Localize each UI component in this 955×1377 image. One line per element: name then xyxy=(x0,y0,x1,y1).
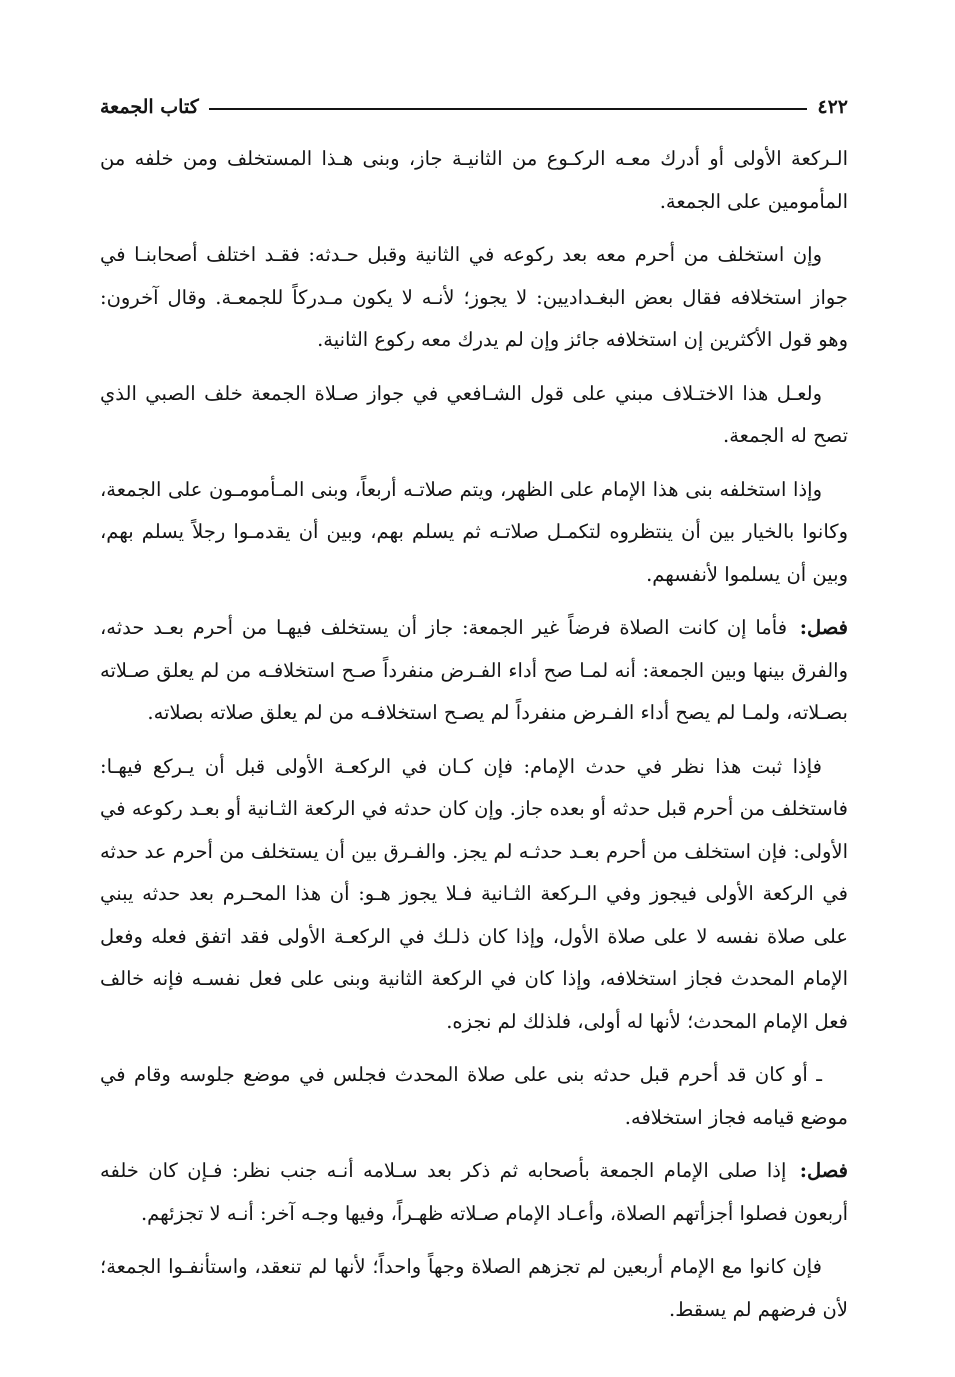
paragraph-text: فإن كانوا مع الإمام أربعين لم تجزهم الصلاة وجهاً واحداً؛ لأنها لم تنعقد، واستأنفـوا الجمعة؛ لأن فرضهم لم يسقط. xyxy=(100,1255,848,1321)
paragraph-text: إذا صلى الإمام الجمعة بأصحابه ثم ذكر بعد سـلامه أنـه جنب نظر: فـإن كان خلفه أربعون فصلوا أجزأتهم الصلاة، وأعـاد الإمام صـلاته ظهـراً، وفيها وجـه آخر: أنـه لا تجزئهم. xyxy=(100,1159,848,1225)
chapter-title: كتاب الجمعة xyxy=(100,96,199,118)
paragraph-text: وإن استخلف من أحرم معه بعد ركوعه في الثانية وقبل حـدثه: فقـد اختلف أصحابنـا في جواز استخلافه فقال بعض البغـداديين: لا يجوز؛ لأنـه لا يكون مـدركاً للجمعـة. وقال آخرون: وهو قول الأكثرين إن استخلافه جائز وإن لم يدرك معه ركوع الثانية. xyxy=(100,243,848,351)
section-paragraph xyxy=(100,607,848,735)
header-rule xyxy=(209,108,808,110)
page-number: ٤٢٢ xyxy=(817,96,848,118)
paragraph xyxy=(100,1246,848,1331)
section-label: فصل: xyxy=(799,1159,848,1182)
paragraph xyxy=(100,373,848,458)
paragraph-text: الـركعة الأولى أو أدرك معـه الركـوع من الثانيـة جاز، وبنى هـذا المستخلف ومن خلفه من المأمومين على الجمعة. xyxy=(100,147,848,213)
paragraph xyxy=(100,746,848,1044)
running-header xyxy=(100,88,848,118)
paragraph-text: ولعـل هذا الاختـلاف مبني على قول الشـافعي في جواز صـلاة الجمعة خلف الصبي الذي تصح له الجمعة. xyxy=(100,381,848,447)
paragraph-text: وإذا استخلفه بنى هذا الإمام على الظهر، ويتم صلاتـه أربعاً، وبنى المـأمومـون على الجمعة، وكانوا بالخيار بين أن ينتظروه لتكمـل صلاتـه ثم يسلم بهم، وبين أن يقدمـوا رجلاً يسلم بهم، وبين أن يسلموا لأنفسهم. xyxy=(100,477,848,586)
paragraph xyxy=(100,138,848,223)
paragraph-text: فإذا ثبت هذا نظر في حدث الإمام: فإن كـان في الركعـة الأولى قبل أن يـركع فيهـا: فاستخلف من أحرم قبل حدثه أو بعده جاز. وإن كان حدثه في الركعة الثـانية أو بعـد ركوعه في الأولى: فإن استخلف من أحرم بعـد حدثـه لم يجز. والفـرق بين أن يستخلف من أحرم عد حدثه في الركعة الأولى فيجوز وفي الـركعة الثـانية فـلا يجوز هـو: أن هذا المحـرم بعد حدثه يبني على صلاة نفسه لا على صلاة الأول، وإذا كان ذلـك في الركعـة الأولى فقد اتفق فعله وفعل الإمام المحدث فجاز استخلافه، وإذا كان في الركعة الثانية وبنى على فعل نفسـه فإنه خالف فعل الإمام المحدث؛ لأنها له أولى، فلذلك لم نجزه. xyxy=(100,754,848,1033)
body-text xyxy=(100,138,848,1342)
paragraph xyxy=(100,1054,848,1139)
section-label: فصل: xyxy=(799,616,848,639)
paragraph xyxy=(100,469,848,597)
paragraph xyxy=(100,234,848,362)
section-paragraph xyxy=(100,1150,848,1235)
paragraph-text: فأما إن كانت الصلاة فرضاً غير الجمعة: جاز أن يستخلف فيهـا من أحرم بعـد حدثه، والفرق بينها وبين الجمعة: أنه لمـا صح أداء الفـرض منفرداً صـح استخلافـه من لم يعلق صـلاته بصـلاته، ولمـا لم يصح أداء الفـرض منفرداً لم يصـح استخلافـه من لم يعلق صلاته بصلاته. xyxy=(100,616,848,724)
paragraph-text: ـ أو كان قد أحرم قبل حدثه بنى على صلاة المحدث فجلس في موضع جلوسه وقام في موضع قيامه فجاز استخلافه. xyxy=(100,1063,848,1129)
